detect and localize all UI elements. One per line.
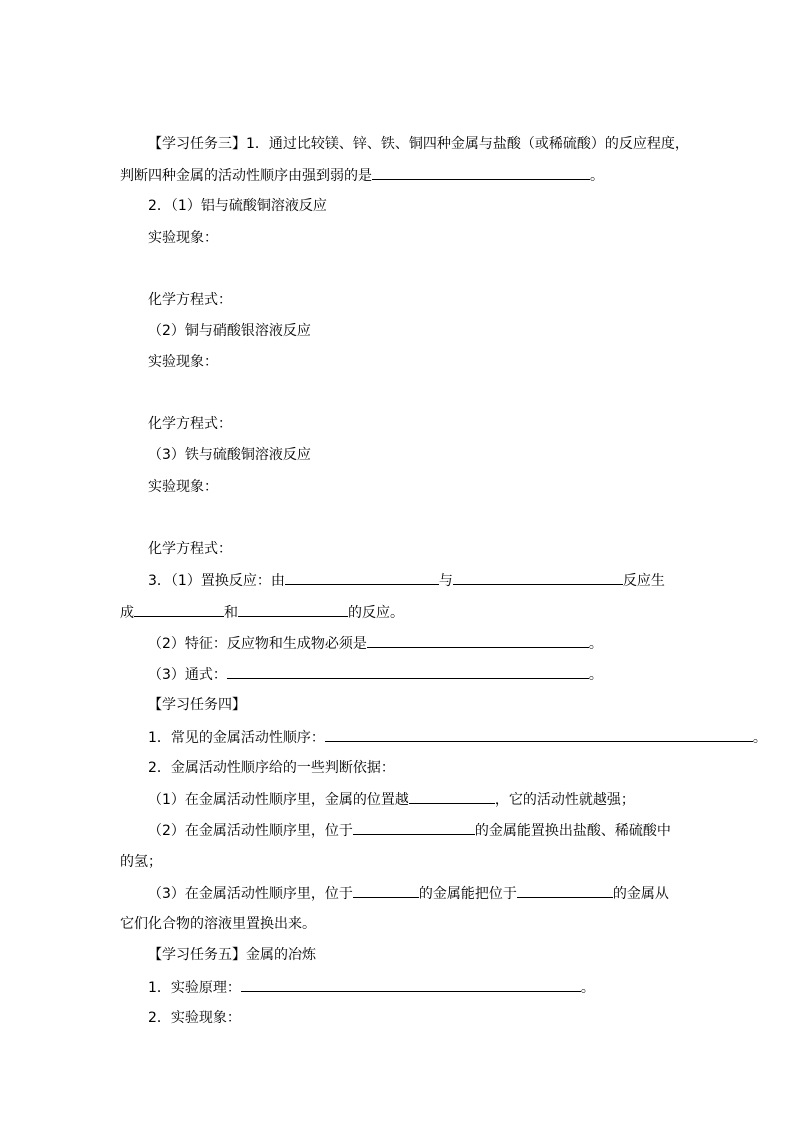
task3-heading: 【学习任务三】 bbox=[148, 136, 246, 152]
task3-q3-line-2: 成 和 的反应。 bbox=[120, 602, 404, 622]
task3-q3-2: （2）特征：反应物和生成物必须是 。 bbox=[148, 633, 603, 653]
task4-heading: 【学习任务四】 bbox=[148, 697, 246, 713]
answer-blank[interactable] bbox=[238, 602, 348, 617]
task3-line-2: 判断四种金属的活动性顺序由强到弱的是 。 bbox=[120, 165, 604, 185]
answer-blank[interactable] bbox=[372, 165, 590, 180]
equation-label: 化学方程式： bbox=[148, 541, 232, 557]
phenomenon-label: 实验现象： bbox=[148, 479, 218, 495]
task4-rule-2-cont: 的氢； bbox=[120, 854, 162, 870]
task4-rule-2: （2）在金属活动性顺序里，位于 的金属能置换出盐酸、稀硫酸中 bbox=[148, 820, 671, 840]
answer-blank[interactable] bbox=[227, 664, 589, 679]
task3-q3-line-1: 3．（1）置换反应：由 与 反应生 bbox=[148, 570, 665, 590]
answer-blank[interactable] bbox=[134, 602, 224, 617]
task3-q2-label: 2．（1）铝与硫酸铜溶液反应 bbox=[148, 198, 327, 214]
task5-heading: 【学习任务五】 bbox=[148, 947, 246, 963]
answer-blank[interactable] bbox=[409, 789, 495, 804]
answer-blank[interactable] bbox=[325, 727, 753, 742]
task4-q1: 1．常见的金属活动性顺序： 。 bbox=[148, 727, 767, 747]
task5-title: 金属的冶炼 bbox=[246, 947, 316, 963]
answer-blank[interactable] bbox=[453, 570, 623, 585]
answer-blank[interactable] bbox=[353, 820, 475, 835]
task3-q1-text: 1．通过比较镁、锌、铁、铜四种金属与盐酸（或稀硫酸）的反应程度， bbox=[246, 136, 689, 152]
task3-q2-2-label: （2）铜与硝酸银溶液反应 bbox=[148, 323, 311, 339]
task4-rule-3: （3）在金属活动性顺序里，位于 的金属能把位于 的金属从 bbox=[148, 883, 669, 903]
answer-blank[interactable] bbox=[241, 977, 581, 992]
equation-label: 化学方程式： bbox=[148, 292, 232, 308]
task3-q2-3-label: （3）铁与硫酸铜溶液反应 bbox=[148, 447, 311, 463]
answer-blank[interactable] bbox=[285, 570, 439, 585]
equation-label: 化学方程式： bbox=[148, 416, 232, 432]
answer-blank[interactable] bbox=[517, 883, 613, 898]
answer-blank[interactable] bbox=[353, 883, 419, 898]
phenomenon-label: 实验现象： bbox=[148, 230, 218, 246]
task4-q2: 2．金属活动性顺序给的一些判断依据： bbox=[148, 760, 395, 776]
task5-q2: 2．实验现象： bbox=[148, 1010, 241, 1026]
task3-q1-text-b: 判断四种金属的活动性顺序由强到弱的是 bbox=[120, 168, 372, 184]
task4-rule-1: （1）在金属活动性顺序里，金属的位置越 ，它的活动性就越强； bbox=[148, 789, 635, 809]
task5-heading-line bbox=[148, 945, 316, 965]
task5-q1: 1．实验原理： 。 bbox=[148, 977, 595, 997]
phenomenon-label: 实验现象： bbox=[148, 354, 218, 370]
task3-line-1 bbox=[148, 134, 689, 154]
task3-q3-3: （3）通式： 。 bbox=[148, 664, 603, 684]
task4-rule-3-cont: 它们化合物的溶液里置换出来。 bbox=[120, 916, 316, 932]
answer-blank[interactable] bbox=[367, 633, 589, 648]
